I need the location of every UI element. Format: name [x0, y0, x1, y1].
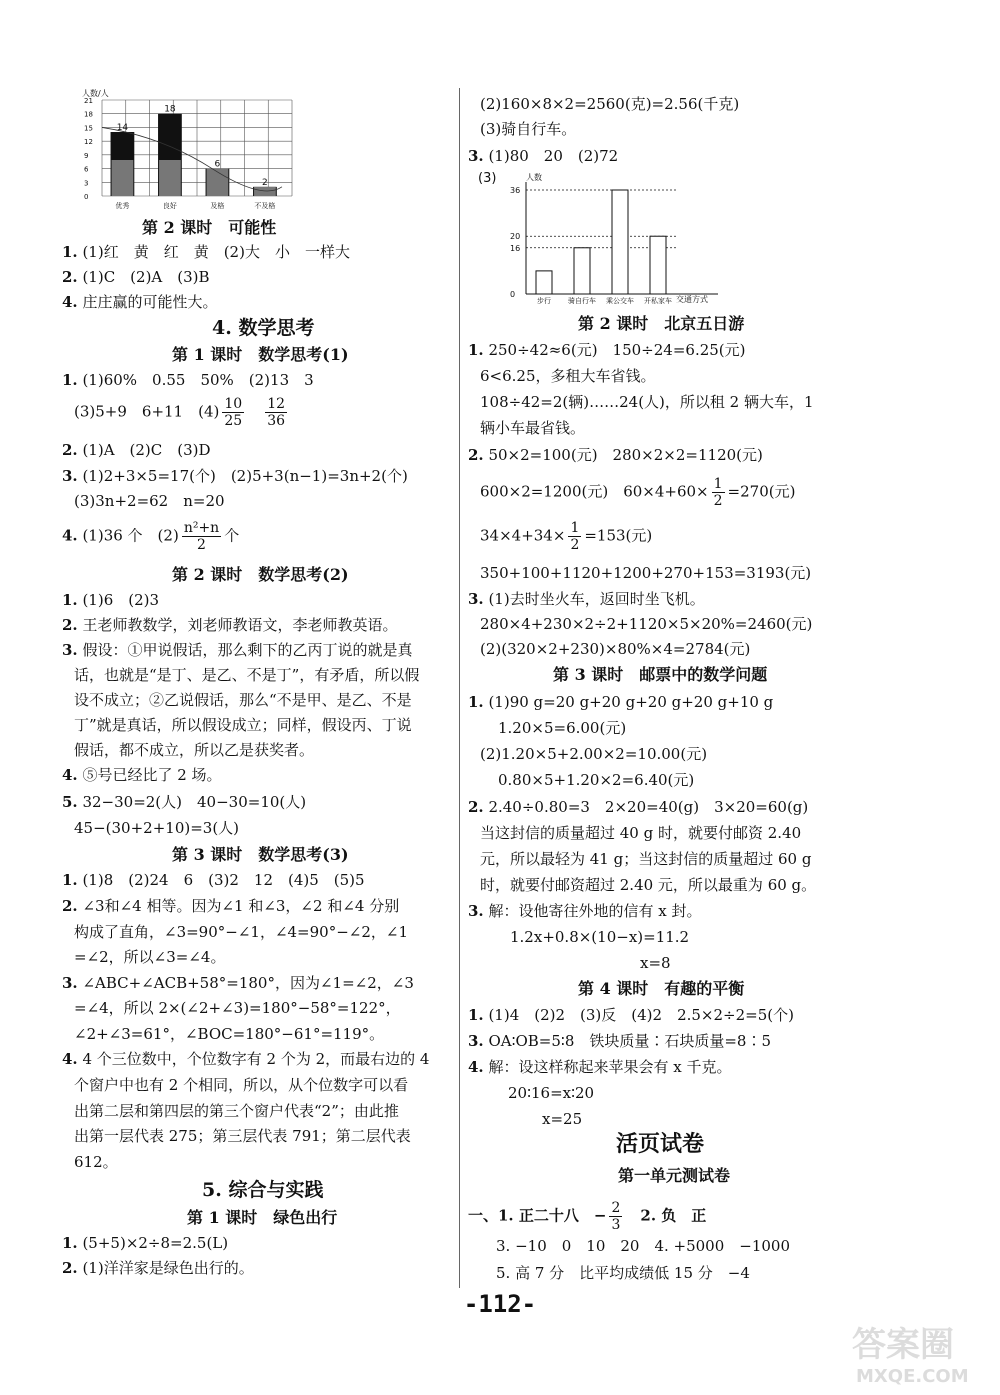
r-c1-text: (1)4 (2)2 (3)反 (4)2 2.5×2÷2=5(个) [488, 1006, 794, 1024]
transport-bar-chart [478, 168, 738, 308]
s1-q4: 4. 庄庄赢的可能性大。 [62, 293, 218, 311]
r-c4: 20∶16=x∶20 [508, 1084, 595, 1102]
chart1-category-label: 优秀 [115, 202, 130, 210]
watermark-main: 答案圈 [852, 1325, 954, 1365]
watermark-logo [848, 1318, 988, 1388]
chart1-ytick: 18 [84, 110, 93, 119]
t2: 第 3 课时 邮票中的数学问题 [553, 665, 768, 684]
r-b9-text: 解：设他寄往外地的信有 x 封。 [488, 902, 702, 920]
r-c5: x=25 [542, 1110, 583, 1128]
r-a2: 6<6.25，多租大车省钱。 [480, 367, 656, 385]
s3-q3-text: 假设：①甲说假话，那么剩下的乙丙丁说的就是真 [82, 641, 413, 659]
s4-q2-text: ∠3和∠4 相等。因为∠1 和∠3，∠2 和∠4 分别 [82, 897, 400, 915]
s4-q4-l5: 612。 [74, 1153, 118, 1171]
s5-q1: 1. (5+5)×2÷8=2.5(L) [62, 1234, 229, 1252]
unit5-title: 5. 综合与实践 [202, 1179, 324, 1201]
chart2-ylabel: 人数 [526, 173, 542, 182]
chart1-bar-hatch [254, 187, 276, 196]
s2-q1-text: (1)60% 0.55 50% (2)13 3 [82, 371, 314, 389]
r-line1: (2)160×8×2=2560(克)=2.56(千克) [480, 95, 740, 113]
chart2-prefix: (3) [478, 171, 497, 186]
fraction-n2n-2: $\frac{\text{n²+n}}{2}$ [183, 520, 220, 553]
s1-q4-text: 庄庄赢的可能性大。 [82, 293, 218, 311]
s4-q4-l3: 出第二层和第四层的第三个窗户代表“2”；由此推 [74, 1102, 399, 1120]
t1: 第 2 课时 北京五日游 [578, 314, 745, 333]
r-b5-text: 2.40÷0.80=3 2×20=40(g) 3×20=60(g) [488, 798, 809, 816]
s2-q4-text: (1)36 个 (2) [82, 526, 179, 545]
s4-q4-l4: 出第一层代表 275；第三层代表 791；第二层代表 [74, 1127, 411, 1145]
chart2-category-label: 乘公交车 [606, 297, 634, 305]
chart1-value-label: 2 [262, 177, 268, 188]
chart2-ytick: 36 [510, 186, 521, 195]
s3-q4: 4. ⑤号已经比了 2 场。 [62, 766, 222, 784]
chart2-ytick: 0 [510, 290, 516, 299]
t5: 第一单元测试卷 [618, 1166, 731, 1185]
chart1-ytick: 12 [84, 138, 93, 147]
s3-q5b: 45−(30+2+10)=3(人) [74, 819, 240, 837]
t3: 第 4 课时 有趣的平衡 [578, 979, 745, 998]
s2-q2: 2. (1)A (2)C (3)D [62, 441, 211, 459]
r-line2: (3)骑自行车。 [480, 120, 577, 138]
s3-q3-l4: 丁”就是真话，所以假设成立；同样，假设丙、丁说 [74, 716, 412, 734]
r-b3: (2)1.20×5+2.00×2=10.00(元) [480, 745, 708, 763]
s3-q2: 2. 王老师教数学，刘老师教语文，李老师教英语。 [62, 616, 398, 634]
r-c-q1: 1. (1)4 (2)2 (3)反 (4)2 2.5×2÷2=5(个) [468, 1006, 794, 1024]
chart1-ytick: 0 [84, 193, 89, 201]
s2-q3b: (3)3n+2=62 n=20 [74, 492, 225, 510]
fraction-12-36: $\frac{12}{36}$ [267, 396, 286, 429]
s4-q4-text: 4 个三位数中，个位数字有 2 个为 2，而最右边的 4 [82, 1050, 430, 1068]
r-a-q2: 2. 50×2=100(元) 280×2×2=1120(元) [468, 446, 763, 464]
s4-q1: 1. (1)8 (2)24 6 (3)2 12 (4)5 (5)5 [62, 871, 365, 889]
s2-q1: 1. (1)60% 0.55 50% (2)13 3 [62, 371, 314, 389]
r-c-q3: 3. OA∶OB=5∶8 铁块质量∶石块质量=8∶5 [468, 1032, 772, 1050]
s1-q2: 2. (1)C (2)A (3)B [62, 268, 210, 286]
s3-q3-l5: 假话，都不成立，所以乙是获奖者。 [74, 741, 315, 759]
s1-q2-text: (1)C (2)A (3)B [82, 268, 210, 286]
s5-q2-text: (1)洋洋家是绿色出行的。 [82, 1259, 254, 1277]
chart2-bar [650, 236, 666, 294]
r-b1-text: (1)90 g=20 g+20 g+20 g+20 g+10 g [488, 693, 774, 711]
chart1-bar-hatch [207, 169, 229, 196]
r-q3: 3. (1)80 20 (2)72 [468, 147, 619, 165]
r-a11: (2)(320×2+230)×80%×4=2784(元) [480, 640, 751, 658]
s4-q3-l3: ∠2+∠3=61°，∠BOC=180°−61°=119°。 [74, 1025, 385, 1043]
r-c-q4: 4. 解：设这样称起来苹果会有 x 千克。 [468, 1058, 732, 1076]
r-b11: x=8 [640, 954, 671, 972]
s3-q4-text: ⑤号已经比了 2 场。 [82, 766, 222, 784]
r-b-q2: 2. 2.40÷0.80=3 2×20=40(g) 3×20=60(g) [468, 798, 809, 816]
s3-q2-text: 王老师教数学，刘老师教语文，李老师教英语。 [82, 616, 398, 634]
r-a1-text: 250÷42≈6(元) 150÷24=6.25(元) [488, 341, 746, 359]
s2-q3-text: (1)2+3×5=17(个) (2)5+3(n−1)=3n+2(个) [82, 467, 408, 485]
chart1-ytick: 6 [84, 165, 89, 174]
r-a10: 280×4+230×2÷2+1120×5×20%=2460(元) [480, 615, 813, 633]
r-b8: 时，就要付邮资超过 2.40 元，所以最重为 60 g。 [480, 876, 817, 894]
grade-bar-chart [82, 88, 322, 218]
chart1-category-label: 不及格 [254, 202, 276, 210]
s2-q4: 4. (1)36 个 (2) $\frac{\text{n²+n}}{2}$ 个 [62, 520, 240, 553]
s1-q1: 1. (1)红 黄 红 黄 (2)大 小 一样大 [62, 243, 350, 261]
chart2-ytick: 16 [510, 243, 521, 253]
s5-title: 第 1 课时 绿色出行 [187, 1208, 338, 1227]
s4-title: 第 3 课时 数学思考(3) [172, 845, 349, 864]
column-divider [459, 88, 460, 1288]
s4-q4-l2: 个窗户中也有 2 个相同，所以，从个位数字可以看 [74, 1076, 409, 1094]
s2-q1b [74, 396, 290, 429]
r-b4: 0.80×5+1.20×2=6.40(元) [498, 771, 695, 789]
chart1-category-label: 良好 [162, 202, 177, 210]
r-d1: 一、1. 正二十八 − $\frac{2}{3}$ 2. 负 正 [468, 1200, 707, 1233]
chart1-ytick: 3 [84, 179, 89, 188]
unit4-title: 4. 数学思考 [212, 317, 315, 339]
s3-q3-l2: 话，也就是“是丁、是乙、不是丁”，有矛盾，所以假 [74, 666, 420, 684]
s2-q2-text: (1)A (2)C (3)D [82, 441, 211, 459]
r-a4: 辆小车最省钱。 [480, 419, 586, 437]
chart1-bar-hatch [159, 160, 181, 196]
r-a-q3: 3. (1)去时坐火车，返回时坐飞机。 [468, 590, 705, 608]
r-b-q3: 3. 解：设他寄往外地的信有 x 封。 [468, 902, 702, 920]
s4-q2: 2. ∠3和∠4 相等。因为∠1 和∠3，∠2 和∠4 分别 [62, 897, 400, 915]
r-c3-text: 解：设这样称起来苹果会有 x 千克。 [488, 1058, 732, 1076]
chart1-ytick: 9 [84, 151, 89, 160]
r-a9-text: (1)去时坐火车，返回时坐飞机。 [488, 590, 705, 608]
s3-q5: 5. 32−30=2(人) 40−30=10(人) [62, 793, 307, 811]
fraction-2-3: $\frac{2}{3}$ [611, 1200, 621, 1233]
r-b10: 1.2x+0.8×(10−x)=11.2 [510, 928, 690, 946]
r-a7: 34×4+34× $\frac{1}{2}$ =153(元) [480, 520, 653, 553]
r-a6: 600×2=1200(元) 60×4+60× $\frac{1}{2}$ =270(元) [480, 476, 796, 509]
r-d2: 3. −10 0 10 20 4. +5000 −1000 [496, 1237, 791, 1255]
chart1-value-label: 6 [214, 159, 221, 170]
fraction-1-2-a: $\frac{1}{2}$ [713, 476, 723, 509]
s3-q1: 1. (1)6 (2)3 [62, 591, 160, 609]
s1-title: 第 2 课时 可能性 [142, 218, 277, 237]
chart1-ytick: 21 [84, 97, 93, 105]
r-a5-text: 50×2=100(元) 280×2×2=1120(元) [488, 446, 763, 464]
r-b6: 当这封信的质量超过 40 g 时，就要付邮资 2.40 [480, 824, 802, 842]
r-a-q1: 1. 250÷42≈6(元) 150÷24=6.25(元) [468, 341, 746, 359]
r-q3-text: (1)80 20 (2)72 [488, 147, 619, 165]
chart1-ytick: 15 [84, 124, 93, 133]
r-d3: 5. 高 7 分 比平均成绩低 15 分 −4 [496, 1264, 750, 1282]
chart1-value-label: 14 [116, 123, 129, 133]
s4-q1-text: (1)8 (2)24 6 (3)2 12 (4)5 (5)5 [82, 871, 365, 889]
chart2-category-label: 骑自行车 [568, 297, 596, 305]
s5-q2: 2. (1)洋洋家是绿色出行的。 [62, 1259, 254, 1277]
r-b-q1: 1. (1)90 g=20 g+20 g+20 g+20 g+10 g [468, 693, 774, 711]
r-a8: 350+100+1120+1200+270+153=3193(元) [480, 564, 812, 582]
fraction-10-25: $\frac{10}{25}$ [224, 396, 243, 429]
chart2-xlabel: 交通方式 [676, 295, 708, 304]
s4-q3-text: ∠ABC+∠ACB+58°=180°，因为∠1=∠2，∠3 [82, 974, 414, 992]
chart2-category-label: 步行 [537, 297, 551, 305]
s4-q3: 3. ∠ABC+∠ACB+58°=180°，因为∠1=∠2，∠3 [62, 974, 414, 992]
s2-title: 第 1 课时 数学思考(1) [172, 345, 349, 364]
r-c2-text: OA∶OB=5∶8 铁块质量∶石块质量=8∶5 [488, 1032, 772, 1050]
s1-q1-text: (1)红 黄 红 黄 (2)大 小 一样大 [82, 243, 350, 261]
s3-q1-text: (1)6 (2)3 [82, 591, 160, 609]
chart1-category-label: 及格 [210, 202, 225, 210]
watermark-url: MXQE.COM [856, 1366, 969, 1387]
t4: 活页试卷 [616, 1131, 705, 1157]
r-a3: 108÷42=2(辆)……24(人)，所以租 2 辆大车，1 [480, 393, 814, 411]
s3-q5-text: 32−30=2(人) 40−30=10(人) [82, 793, 307, 811]
chart2-ytick: 20 [510, 232, 521, 242]
s3-title: 第 2 课时 数学思考(2) [172, 565, 349, 584]
chart1-bar-hatch [112, 160, 134, 196]
chart1-value-label: 18 [164, 104, 176, 115]
chart2-bar [612, 190, 628, 294]
s4-q3-l2: =∠4，所以 2×(∠2+∠3)=180°−58°=122°， [74, 999, 401, 1017]
chart2-bar [574, 248, 590, 294]
chart1-ylabel: 人数/人 [82, 89, 109, 98]
r-b2: 1.20×5=6.00(元) [498, 719, 627, 737]
s3-q3-l3: 设不成立；②乙说假话，那么“不是甲、是乙、不是 [74, 691, 412, 709]
fraction-1-2-b: $\frac{1}{2}$ [570, 520, 580, 553]
s2-q1b-text: (3)5+9 6+11 (4) [74, 402, 220, 421]
r-b7: 元，所以最轻为 41 g；当这封信的质量超过 60 g [480, 850, 812, 868]
s5-q1-text: (5+5)×2÷8=2.5(L) [82, 1234, 229, 1252]
s2-q3: 3. (1)2+3×5=17(个) (2)5+3(n−1)=3n+2(个) [62, 467, 408, 485]
s3-q3: 3. 假设：①甲说假话，那么剩下的乙丙丁说的就是真 [62, 641, 413, 659]
chart2-category-label: 开私家车 [644, 297, 672, 305]
page-number: -112- [463, 1290, 537, 1318]
s4-q2-l2: 构成了直角，∠3=90°−∠1，∠4=90°−∠2，∠1 [74, 923, 409, 941]
chart2-bar [536, 271, 552, 294]
s4-q2-l3: =∠2，所以∠3=∠4。 [74, 948, 226, 966]
s4-q4: 4. 4 个三位数中，个位数字有 2 个为 2，而最右边的 4 [62, 1050, 430, 1068]
